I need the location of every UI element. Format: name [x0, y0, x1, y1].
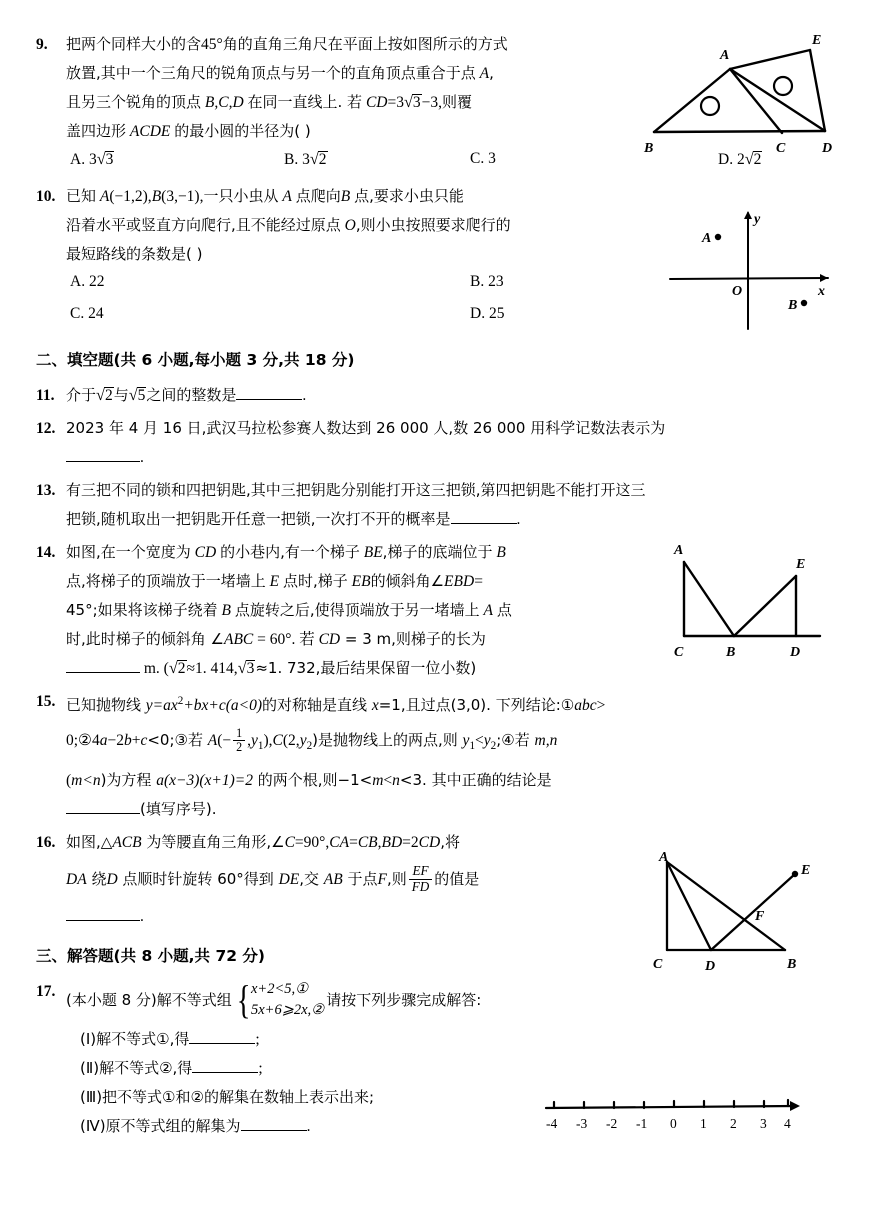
q14-radicand-2: 3 [246, 660, 255, 677]
q16-line2-d: ,交 [299, 870, 324, 889]
q17-step3-label: (Ⅲ)把不等式①和②的解集在数轴上表示出来; [80, 1087, 374, 1106]
question-12-number: 12. [36, 420, 56, 437]
q10-x-arrow-icon [820, 274, 828, 282]
q14-figure-svg [662, 538, 852, 663]
q10-label-B: B [788, 298, 798, 313]
q11-answer-blank[interactable] [236, 385, 302, 400]
q9-label-C: C [776, 141, 786, 156]
q17-left-brace-icon: { [236, 977, 251, 1023]
q15-point-A: A [207, 732, 218, 750]
q17-tick-label-8: 4 [784, 1116, 791, 1131]
q14-ladder-EB: EB [351, 573, 371, 590]
q15-y2-sub: 2 [306, 740, 313, 753]
q14-point-E: E [269, 573, 280, 590]
q11-radicand-2: 5 [137, 387, 146, 404]
q10-option-d[interactable] [470, 305, 504, 323]
q15-line1-c: =1,且过点(3,0). 下列结论:① [378, 696, 575, 715]
q14-rotate-point-B: B [221, 602, 231, 619]
q16-line2-c: 点顺时针旋转 60°得到 [117, 870, 279, 889]
q10-line1-a: 已知 [66, 187, 97, 205]
q17-inequality-1: x+2<5,① [251, 981, 309, 998]
q9-quad-ACDE: ACDE [129, 123, 171, 140]
q10-line1-b: 一只小虫从 [203, 187, 279, 205]
q17-tick-label-6: 2 [730, 1116, 737, 1131]
q15-equation: y=ax [145, 697, 178, 715]
q9-option-d-radicand: 2 [753, 151, 762, 168]
q10-from-A: A [282, 188, 292, 205]
q9-option-c-label: C. [470, 150, 485, 167]
q15-line1-b: 的对称轴是直线 [262, 696, 372, 715]
q15-n: n [392, 772, 400, 790]
q16-point-E-dot [792, 871, 798, 877]
q14-sqrt-icon-1: √ [168, 659, 178, 677]
q14-cd-value: CD [318, 631, 341, 648]
q10-option-d-label: D. [470, 305, 486, 322]
q10-label-x: x [818, 284, 825, 299]
q15-m: m [372, 772, 384, 790]
q9-option-d-label: D. [718, 151, 734, 168]
q15-paren-open: (− [217, 732, 232, 750]
q15-point-C: C [272, 732, 283, 750]
q17-tick-label-2: -2 [606, 1116, 618, 1131]
q9-line1-a: 把两个同样大小的含 [66, 35, 202, 53]
question-12 [36, 414, 836, 472]
q10-line1-d: 点,要求小虫只能 [354, 187, 464, 205]
q10-option-b-value: 23 [488, 273, 504, 290]
q9-option-b-sqrt-icon: √ [309, 150, 319, 168]
q17-tick-label-3: -1 [636, 1116, 648, 1131]
question-13-number: 13. [36, 482, 56, 499]
q10-line1-c: 点爬向 [295, 187, 341, 205]
q15-exponent: 2 [177, 695, 184, 707]
question-15 [36, 687, 836, 824]
q9-line3-a: 且另三个锐角的顶点 [66, 93, 202, 111]
q16-line2-e: 于点 [342, 870, 378, 889]
q17-tick-label-4: 0 [670, 1116, 677, 1131]
q17-line1-b: 请按下列步骤完成解答: [326, 991, 482, 1010]
q11-radicand-1: 2 [104, 387, 113, 404]
q15-y1: y [251, 732, 258, 750]
q10-option-a[interactable] [70, 273, 104, 291]
q14-line3-a: 45°;如果将该梯子绕着 [66, 601, 218, 619]
q15-line3-e: <3. 其中正确的结论是 [399, 771, 552, 790]
question-16-number: 16. [36, 834, 56, 852]
question-15-number: 15. [36, 693, 56, 710]
q14-label-A: A [674, 543, 684, 558]
q16-BD: BD [381, 834, 403, 852]
q16-label-E: E [801, 863, 811, 878]
q17-system-rows [251, 979, 324, 1021]
q9-angle-45: 45° [201, 36, 223, 53]
q9-circle-mark-left [701, 97, 719, 115]
q17-step2-label: (Ⅱ)解不等式②,得 [80, 1058, 193, 1077]
q17-step1-semicolon: ; [255, 1030, 260, 1048]
q9-sqrt-symbol: √ [403, 93, 413, 111]
q13-answer-blank[interactable] [451, 509, 517, 524]
q9-points-BCD: B,C,D [204, 94, 244, 111]
q15-compare: < [475, 732, 484, 750]
q16-DA: DA [66, 871, 87, 889]
q17-tick-label-1: -3 [576, 1116, 588, 1131]
q15-axis-x: x [371, 697, 379, 715]
q15-line3-a: ( [66, 772, 72, 790]
q16-DE: DE [278, 871, 300, 889]
q9-segment-CD: CD [365, 94, 388, 111]
q9-circle-mark-right [774, 77, 792, 95]
q9-option-d-coef: 2 [736, 151, 745, 168]
q11-text-a: 介于 [66, 386, 97, 404]
question-11 [36, 381, 836, 410]
q11-sqrt-icon-1: √ [96, 386, 105, 404]
q10-line2-b: ,则小虫按照要求爬行的 [355, 216, 511, 234]
question-13-body [66, 476, 836, 534]
q9-eq: =3 [387, 94, 404, 111]
q10-option-c[interactable] [70, 305, 104, 323]
q16-ratio-fraction [409, 864, 433, 895]
q13-line1: 有三把不同的锁和四把钥匙,其中三把钥匙分别能打开这三把锁,第四把钥匙不能打开这三 [66, 481, 646, 499]
q16-ratio-den: FD [411, 879, 430, 895]
q9-option-c[interactable] [470, 150, 496, 168]
q15-frac-num: 1 [233, 727, 245, 742]
q16-line1-a: 如图,△ [66, 833, 113, 852]
q10-point-B-dot [801, 300, 807, 306]
q15-frac-den: 2 [236, 740, 243, 755]
q16-line1-g: ,将 [440, 833, 460, 852]
q16-AB: AB [323, 871, 343, 889]
q15-y1-sub: 1 [257, 740, 264, 753]
q9-line2-b: , [489, 64, 494, 82]
q14-answer-blank[interactable] [66, 658, 140, 673]
q10-label-O: O [732, 284, 743, 299]
q11-sqrt-icon-2: √ [128, 386, 138, 404]
q10-point-B-coord: (3,−1), [161, 188, 204, 205]
q14-line2-c: 的倾斜角∠ [370, 572, 445, 590]
q15-plus: + [131, 732, 141, 750]
q10-option-d-value: 25 [488, 305, 505, 322]
q15-minus2: −2 [107, 732, 124, 750]
q15-m-lt-n: m<n [71, 772, 101, 790]
q16-label-D: D [705, 959, 716, 974]
question-9-number: 9. [36, 36, 48, 53]
q12-line1: 2023 年 4 月 16 日,武汉马拉松参赛人数达到 26 000 人,数 26 000 用科学记数法表示为 [66, 419, 666, 437]
question-13 [36, 476, 836, 534]
q10-label-y: y [754, 212, 761, 227]
q15-y2: y [299, 732, 307, 750]
q14-line1-c: ,梯子的底端位于 [382, 543, 493, 561]
section-2-title: 二、填空题(共 6 小题,每小题 3 分,共 18 分) [36, 351, 355, 369]
q16-figure-svg [645, 852, 850, 974]
q9-line4-b: 的最小圆的半径为( ) [174, 122, 311, 140]
q16-line2-g: 的值是 [434, 870, 480, 889]
question-10-number: 10. [36, 188, 56, 205]
q14-line2-d: = [474, 573, 483, 590]
q16-ratio-num: EF [409, 864, 433, 880]
q9-label-E: E [812, 33, 822, 48]
q10-point-A-dot [715, 234, 721, 240]
q9-line2-a: 放置,其中一个三角尺的锐角顶点与另一个的直角顶点重合于点 [66, 64, 476, 82]
q14-line4-b: = 60°. 若 [253, 631, 319, 648]
q15-answer-blank[interactable] [66, 799, 140, 814]
q10-option-c-label: C. [70, 305, 85, 322]
q12-period: . [140, 449, 144, 466]
q16-label-F: F [755, 909, 765, 924]
question-14-number: 14. [36, 544, 56, 561]
q14-point-A: A [483, 602, 493, 619]
question-11-number: 11. [36, 387, 55, 404]
q16-angle-C: C [284, 834, 295, 852]
q17-tick-label-7: 3 [760, 1116, 767, 1131]
q17-inequality-2: 5x+6⩾2x,② [251, 1002, 325, 1019]
q15-root-equation: a(x−3)(x+1)=2 [156, 772, 253, 790]
q14-width-CD: CD [194, 544, 217, 561]
q10-line3: 最短路线的条数是( ) [66, 245, 203, 263]
q15-line3-c: 的两个根,则−1< [253, 771, 373, 790]
q9-option-a[interactable] [70, 150, 114, 169]
q16-period: . [140, 908, 144, 926]
q15-paren-close: ), [263, 732, 273, 750]
q9-minus: −3, [421, 94, 443, 111]
q14-ladder-BE: BE [363, 544, 383, 561]
q10-point-A: A [99, 188, 110, 205]
q9-label-B: B [644, 141, 654, 156]
q17-step4-label: (Ⅳ)原不等式组的解集为 [80, 1116, 241, 1135]
q15-c-coord: (2, [282, 732, 300, 750]
q10-point-B: B [151, 188, 162, 205]
q9-radicand: 3 [412, 94, 421, 111]
q14-sqrt-icon-2: √ [237, 659, 247, 677]
q17-line1-a: (本小题 8 分)解不等式组 [66, 991, 232, 1010]
q9-line4-a: 盖四边形 [66, 122, 127, 140]
q17-tick-label-5: 1 [700, 1116, 707, 1131]
q15-abc: abc [574, 697, 597, 715]
q9-point-A: A [479, 65, 490, 82]
q14-line3-c: 点 [496, 601, 512, 619]
q9-line3-c: 则覆 [442, 93, 473, 111]
q15-c: c [140, 732, 148, 750]
q9-option-b-radicand: 2 [318, 151, 327, 168]
q17-step4-blank[interactable] [241, 1116, 307, 1131]
q10-figure-svg [660, 205, 850, 333]
question-12-body [66, 414, 836, 472]
q9-option-a-label: A. [70, 151, 86, 168]
q9-option-d-sqrt-icon: √ [744, 150, 754, 168]
q15-comma: , [247, 732, 252, 750]
q9-option-a-radicand: 3 [105, 151, 114, 168]
q15-line3-b: )为方程 [100, 771, 157, 790]
q15-equation-2: +bx+c(a<0) [183, 697, 263, 715]
q16-line2-b: 绕 [86, 870, 107, 889]
q14-angle-ABC: ABC [223, 631, 254, 648]
question-17-number: 17. [36, 983, 56, 1001]
q11-text-c: 之间的整数是 [146, 386, 237, 404]
q9-label-D: D [822, 141, 833, 156]
q10-origin-O: O [344, 217, 356, 234]
q14-label-E: E [796, 557, 806, 572]
q15-fraction-half [233, 727, 245, 755]
section-3-title: 三、解答题(共 8 小题,共 72 分) [36, 947, 265, 966]
question-15-body [66, 687, 836, 824]
q15-mn: m,n [534, 732, 558, 750]
q15-line4: (填写序号). [140, 800, 217, 819]
q9-label-A: A [720, 48, 730, 63]
q10-line2-a: 沿着水平或竖直方向爬行,且不能经过原点 [66, 216, 341, 234]
q15-y2-cmp: y [483, 732, 491, 750]
q9-option-b[interactable] [284, 150, 328, 169]
question-10-figure [660, 205, 850, 333]
q14-angle-EBD: EBD [444, 573, 475, 590]
q9-option-a-sqrt-icon: √ [96, 150, 106, 168]
q9-option-b-label: B. [284, 151, 299, 168]
q16-triangle-ACB: ACB [112, 834, 142, 852]
q12-answer-blank[interactable] [66, 447, 140, 462]
q17-step2-semicolon: ; [258, 1059, 263, 1077]
q14-label-D: D [790, 645, 801, 660]
q17-step1-blank[interactable] [189, 1029, 255, 1044]
q9-option-b-coef: 3 [302, 151, 310, 168]
q11-text-b: 与 [113, 386, 129, 404]
q14-point-B: B [496, 544, 506, 561]
q10-option-b[interactable] [470, 273, 504, 291]
q16-CB: CB [357, 834, 378, 852]
q16-CA: CA [329, 834, 350, 852]
q14-line5-c: ≈1. 732,最后结果保留一位小数) [255, 659, 477, 677]
q17-step1-label: (Ⅰ)解不等式①,得 [80, 1029, 190, 1048]
q16-comma1: , [377, 834, 382, 852]
q16-CD: CD [418, 834, 441, 852]
q15-line1-d: > [596, 697, 606, 715]
q15-y2-cmp-sub: 2 [490, 740, 497, 753]
q16-line1-c: =90°, [294, 834, 330, 852]
q17-inequality-system [234, 977, 324, 1023]
q9-line3-b: 在同一直线上. 若 [247, 93, 363, 111]
q15-line2-b6: <0;③若 [147, 731, 208, 750]
question-16-figure [645, 852, 850, 974]
q16-label-B: B [787, 957, 797, 972]
q16-label-A: A [659, 852, 669, 865]
q14-line5-a: m. ( [143, 660, 169, 677]
q15-line2-a: 0;②4 [66, 732, 100, 750]
q17-numberline-svg [538, 1086, 828, 1134]
q10-label-A: A [702, 231, 712, 246]
q17-numberline-arrow-icon [790, 1101, 800, 1111]
question-14-figure [662, 538, 852, 663]
q14-line4-a: 时,此时梯子的倾斜角 ∠ [66, 630, 224, 648]
q10-option-b-label: B. [470, 273, 485, 290]
q15-a: a [99, 732, 108, 750]
question-9-figure [640, 32, 855, 162]
q17-step2-blank[interactable] [192, 1058, 258, 1073]
q10-option-a-value: 22 [88, 273, 105, 290]
q14-line4-c: = 3 m,则梯子的长为 [340, 630, 486, 648]
q13-line2-a: 把锁,随机取出一把钥匙开任意一把锁,一次打不开的概率是 [66, 510, 451, 528]
q15-b: b [123, 732, 132, 750]
q14-line2-b: 点时,梯子 [283, 572, 348, 590]
q16-eq2: =2 [402, 834, 419, 852]
q11-period: . [302, 387, 307, 404]
q10-option-c-value: 24 [88, 305, 104, 322]
q10-option-a-label: A. [70, 273, 86, 290]
q14-line2-a: 点,将梯子的顶端放于一堵墙上 [66, 572, 266, 590]
q14-line5-b: ≈1. 414, [186, 660, 238, 677]
q9-option-c-value: 3 [488, 150, 496, 167]
q17-tick-label-0: -4 [546, 1116, 558, 1131]
q9-figure-svg [640, 32, 855, 162]
q15-line2-d: ;④若 [496, 731, 535, 750]
q15-line1-a: 已知抛物线 [66, 696, 146, 715]
q9-option-a-coef: 3 [88, 151, 97, 168]
q15-y1-cmp: y [462, 732, 470, 750]
q13-period: . [516, 511, 521, 528]
q14-line1-b: 的小巷内,有一个梯子 [220, 543, 360, 561]
q14-line1-a: 如图,在一个宽度为 [66, 543, 191, 561]
q14-label-C: C [674, 645, 684, 660]
q10-y-arrow-icon [744, 211, 752, 219]
q10-point-A-coord: (−1,2), [109, 188, 152, 205]
q16-answer-blank[interactable] [66, 906, 140, 921]
question-17-numberline [538, 1086, 828, 1134]
q16-line2-f: ,则 [386, 870, 407, 889]
question-11-body [66, 381, 836, 410]
q16-point-F: F [377, 871, 387, 889]
q14-line3-b: 点旋转之后,使得顶端放于另一堵墙上 [234, 601, 480, 619]
q15-lt: < [383, 772, 393, 790]
q14-radicand-1: 2 [177, 660, 186, 677]
q16-eq1: = [349, 834, 358, 852]
q10-to-B: B [340, 188, 351, 205]
q14-label-B: B [726, 645, 736, 660]
q15-line2-c3: )是抛物线上的两点,则 [312, 731, 463, 750]
q17-step4-period: . [306, 1117, 311, 1135]
q16-line1-b: 为等腰直角三角形,∠ [141, 833, 285, 852]
q9-line1-b: 角的直角三角尺在平面上按如图所示的方式 [222, 35, 508, 53]
q16-label-C: C [653, 957, 663, 972]
q16-point-D: D [106, 871, 118, 889]
q15-y1-cmp-sub: 1 [469, 740, 476, 753]
